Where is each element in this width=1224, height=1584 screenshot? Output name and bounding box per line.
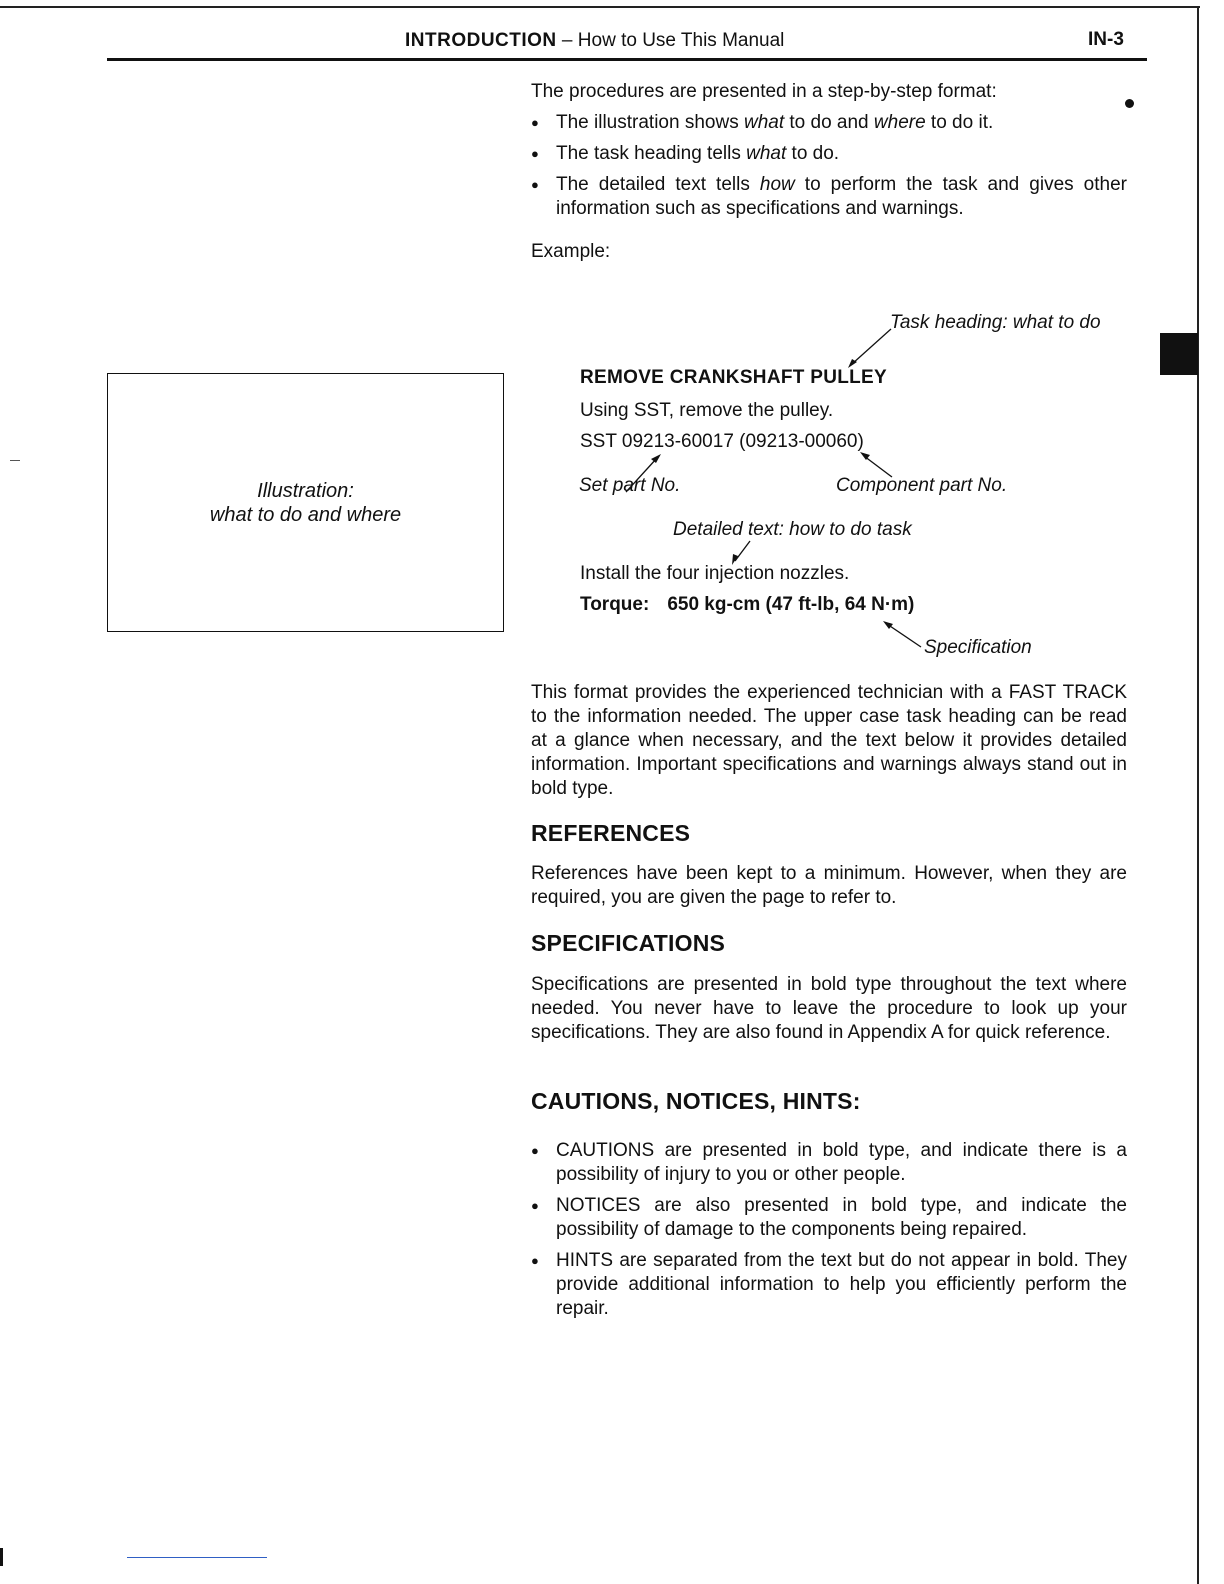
- detailed-arrow-line: [735, 541, 750, 561]
- setpart-arrow-line: [626, 458, 657, 492]
- references-heading: REFERENCES: [531, 820, 691, 846]
- specification-callout: Specification: [924, 637, 1032, 658]
- list-item: ● CAUTIONS are presented in bold type, and indicate there is a possibility of injury to you or other people.: [531, 1139, 1127, 1187]
- cautions-list: [531, 1139, 1127, 1321]
- example-using-text: Using SST, remove the pulley.: [580, 400, 834, 421]
- cautions-section: [531, 1132, 1127, 1328]
- spec-arrow-line: [887, 624, 921, 647]
- references-text: References have been kept to a minimum. However, when they are required, you are given the page to refer to.: [531, 863, 1127, 908]
- example-label: Example:: [531, 241, 611, 262]
- component-arrow-line: [864, 456, 892, 477]
- detailed-text-callout: Detailed text: how to do task: [673, 519, 912, 540]
- header-section-name: INTRODUCTION: [405, 30, 557, 51]
- specifications-text: Specifications are presented in bold type throughout the text where needed. You never have to leave the procedure to look up your specifications. They are also found in Appendix A for quick reference.: [531, 974, 1127, 1043]
- illustration-label: Illustration:: [257, 479, 354, 502]
- specifications-paragraph: [531, 973, 1127, 1045]
- example-install-text: Install the four injection nozzles.: [580, 563, 850, 584]
- set-part-callout: Set part No.: [579, 475, 681, 496]
- page-number: IN-3: [1088, 29, 1124, 50]
- header-subtitle: – How to Use This Manual: [556, 30, 785, 51]
- task-heading-callout: Task heading: what to do: [890, 312, 1101, 333]
- torque-value: 650 kg-cm (47 ft-lb, 64 N·m): [667, 594, 915, 615]
- list-item: ● The task heading tells what to do.: [531, 142, 1127, 166]
- setpart-arrowhead: [651, 454, 661, 463]
- specifications-heading: SPECIFICATIONS: [531, 930, 726, 956]
- fast-track-paragraph: [531, 681, 1127, 801]
- example-sst-number: SST 09213-60017 (09213-00060): [580, 431, 864, 452]
- task-arrow-line: [852, 329, 891, 364]
- cautions-heading: CAUTIONS, NOTICES, HINTS:: [531, 1088, 861, 1114]
- references-paragraph: [531, 862, 1127, 910]
- list-item: ● HINTS are separated from the text but do not appear in bold. They provide additional information to help you efficiently perform the repair.: [531, 1249, 1127, 1321]
- list-item: ● NOTICES are also presented in bold type, and indicate the possibility of damage to the components being repaired.: [531, 1194, 1127, 1242]
- detailed-arrowhead: [732, 554, 738, 565]
- list-item: ● The illustration shows what to do and where to do it.: [531, 111, 1127, 135]
- illustration-caption: what to do and where: [209, 503, 402, 526]
- fast-track-text: This format provides the experienced technician with a FAST TRACK to the information needed. The upper case task heading can be read at a glance when necessary, and the text below it provides detailed information. Important specifications and warnings always stand out in bold type.: [531, 682, 1127, 799]
- torque-label: Torque:: [580, 594, 650, 615]
- list-item: ● The detailed text tells how to perform the task and gives other information such as specifications and warnings.: [531, 173, 1127, 221]
- example-task-heading: REMOVE CRANKSHAFT PULLEY: [580, 367, 887, 388]
- intro-lead: The procedures are presented in a step-by-step format:: [531, 81, 997, 102]
- component-part-callout: Component part No.: [836, 475, 1008, 496]
